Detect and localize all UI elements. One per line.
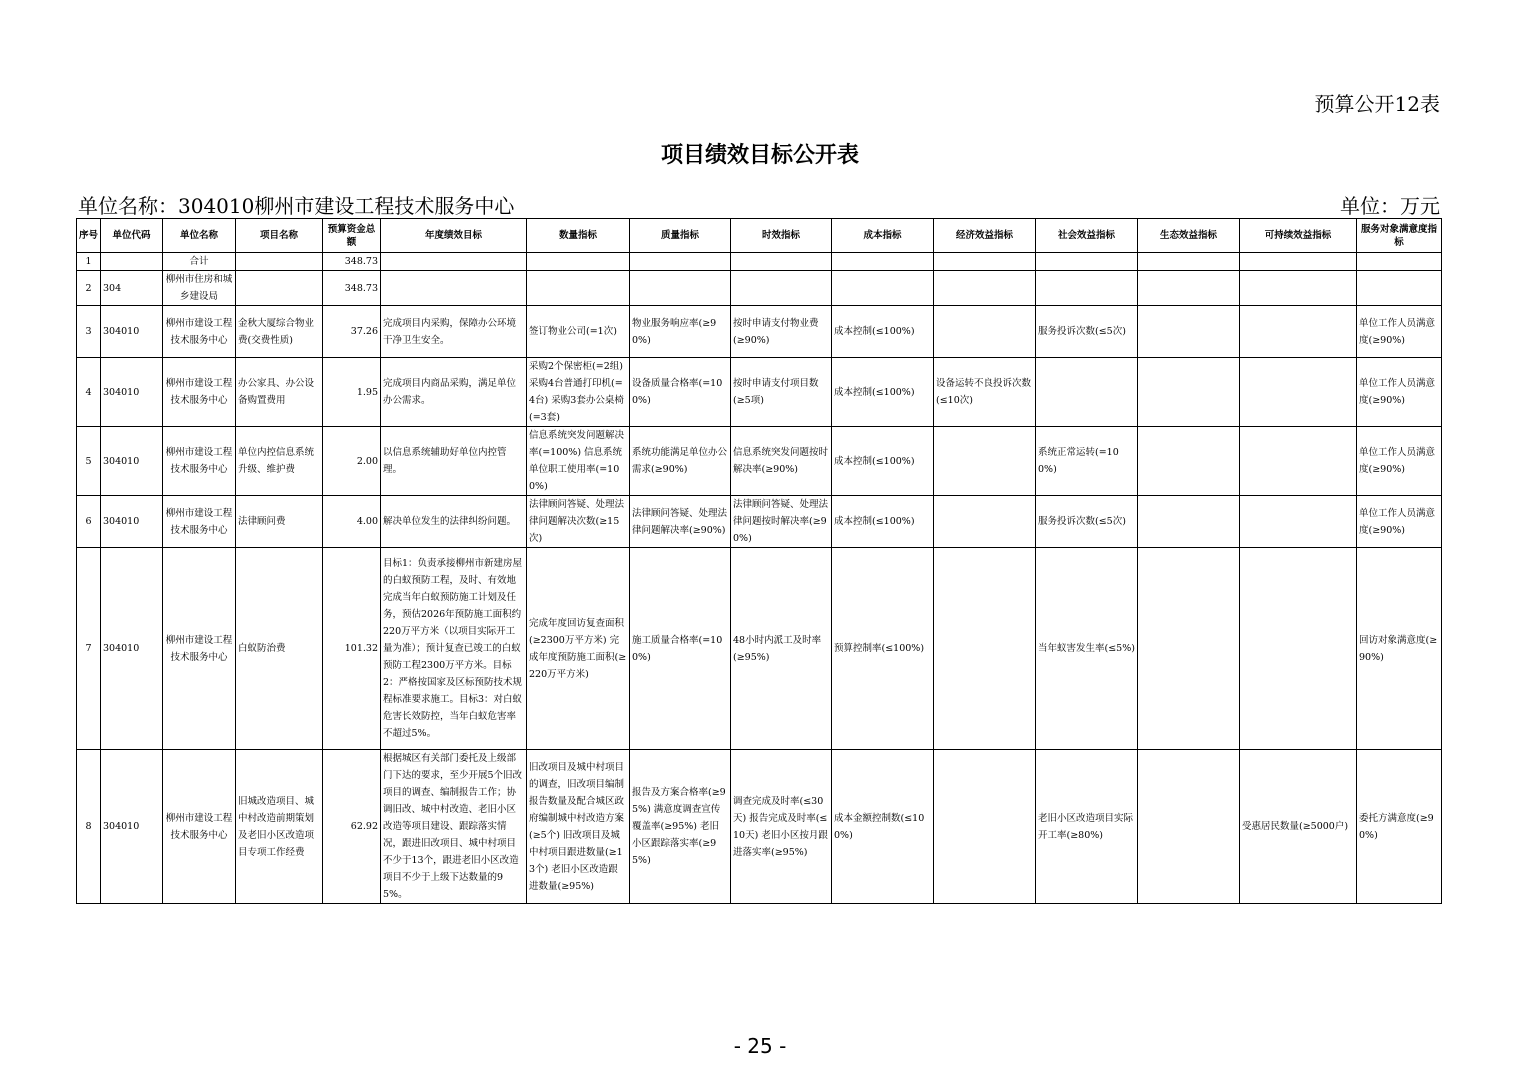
table-cell: 完成项目内采购，保障办公环境干净卫生安全。	[381, 306, 527, 358]
table-cell: 按时申请支付物业费(≥90%)	[731, 306, 832, 358]
table-cell	[101, 253, 163, 271]
table-row	[77, 548, 1442, 750]
table-cell: 柳州市建设工程技术服务中心	[163, 496, 236, 548]
table-cell: 旧改项目及城中村项目的调查，旧改项目编制报告数量及配合城区政府编制城中村改造方案(≥5个) 旧改项目及城中村项目跟进数量(≥13个) 老旧小区改造跟进数量(≥95%)	[527, 750, 630, 904]
table-cell	[934, 271, 1036, 306]
table-cell: 304010	[101, 306, 163, 358]
table-cell: 解决单位发生的法律纠纷问题。	[381, 496, 527, 548]
table-cell	[630, 271, 731, 306]
table-row	[77, 306, 1442, 358]
table-row	[77, 271, 1442, 306]
table-cell: 7	[77, 548, 101, 750]
table-cell: 信息系统突发问题解决率(=100%) 信息系统单位职工使用率(=100%)	[527, 427, 630, 496]
column-header: 单位名称	[163, 219, 236, 253]
column-header: 项目名称	[236, 219, 323, 253]
table-cell: 成本控制(≤100%)	[832, 496, 934, 548]
table-cell	[832, 271, 934, 306]
table-cell: 系统正常运转(=100%)	[1036, 427, 1138, 496]
column-header: 时效指标	[731, 219, 832, 253]
column-header: 生态效益指标	[1138, 219, 1240, 253]
table-cell	[630, 253, 731, 271]
table-cell: 施工质量合格率(=100%)	[630, 548, 731, 750]
table-cell: 物业服务响应率(≥90%)	[630, 306, 731, 358]
table-cell	[236, 253, 323, 271]
table-cell: 3	[77, 306, 101, 358]
table-cell: 8	[77, 750, 101, 904]
table-cell: 37.26	[323, 306, 381, 358]
table-header-row	[77, 219, 1442, 253]
column-header: 年度绩效目标	[381, 219, 527, 253]
table-cell	[934, 306, 1036, 358]
table-cell: 服务投诉次数(≤5次)	[1036, 306, 1138, 358]
table-cell: 2	[77, 271, 101, 306]
table-cell	[1357, 271, 1442, 306]
table-cell	[934, 750, 1036, 904]
table-cell: 2.00	[323, 427, 381, 496]
table-cell: 1	[77, 253, 101, 271]
table-cell: 老旧小区改造项目实际开工率(≥80%)	[1036, 750, 1138, 904]
table-cell: 成本金额控制数(≤100%)	[832, 750, 934, 904]
table-cell: 柳州市建设工程技术服务中心	[163, 306, 236, 358]
table-cell	[934, 548, 1036, 750]
table-cell	[1138, 271, 1240, 306]
table-cell	[1138, 750, 1240, 904]
table-cell: 法律顾问答疑、处理法律问题解决率(≥90%)	[630, 496, 731, 548]
table-cell	[1036, 358, 1138, 427]
unit-label: 单位：万元	[1340, 194, 1440, 218]
table-cell: 304010	[101, 496, 163, 548]
table-cell	[381, 271, 527, 306]
table-cell	[731, 271, 832, 306]
table-cell: 单位工作人员满意度(≥90%)	[1357, 358, 1442, 427]
table-cell: 采购2个保密柜(=2组) 采购4台普通打印机(=4台) 采购3套办公桌椅(=3套)	[527, 358, 630, 427]
table-cell	[1138, 253, 1240, 271]
table-cell: 304010	[101, 358, 163, 427]
unit-name: 单位名称：304010柳州市建设工程技术服务中心	[78, 194, 515, 218]
table-cell: 设备质量合格率(=100%)	[630, 358, 731, 427]
table-cell: 柳州市建设工程技术服务中心	[163, 358, 236, 427]
table-cell: 1.95	[323, 358, 381, 427]
column-header: 社会效益指标	[1036, 219, 1138, 253]
table-cell	[1357, 253, 1442, 271]
table-row	[77, 750, 1442, 904]
table-cell	[1036, 271, 1138, 306]
table-cell	[1240, 496, 1357, 548]
table-cell	[527, 271, 630, 306]
table-cell: 金秋大厦综合物业费(交费性质)	[236, 306, 323, 358]
table-cell	[1240, 306, 1357, 358]
table-cell	[934, 253, 1036, 271]
table-cell: 单位内控信息系统升级、维护费	[236, 427, 323, 496]
table-row	[77, 358, 1442, 427]
table-cell	[1138, 427, 1240, 496]
table-cell: 系统功能满足单位办公需求(≥90%)	[630, 427, 731, 496]
table-cell: 4.00	[323, 496, 381, 548]
table-cell: 回访对象满意度(≥90%)	[1357, 548, 1442, 750]
table-cell: 当年蚁害发生率(≤5%)	[1036, 548, 1138, 750]
table-cell: 委托方满意度(≥90%)	[1357, 750, 1442, 904]
table-cell: 48小时内派工及时率(≥95%)	[731, 548, 832, 750]
table-cell: 按时申请支付项目数(≥5项)	[731, 358, 832, 427]
table-cell: 成本控制(≤100%)	[832, 358, 934, 427]
table-cell: 法律顾问答疑、处理法律问题按时解决率(≥90%)	[731, 496, 832, 548]
table-cell: 设备运转不良投诉次数(≤10次)	[934, 358, 1036, 427]
table-cell	[934, 496, 1036, 548]
table-row	[77, 427, 1442, 496]
column-header: 单位代码	[101, 219, 163, 253]
table-cell: 调查完成及时率(≤30天) 报告完成及时率(≤10天) 老旧小区按月跟进落实率(≥95%)	[731, 750, 832, 904]
table-cell: 完成年度回访复查面积(≥2300万平方米) 完成年度预防施工面积(≥220万平方米)	[527, 548, 630, 750]
table-cell: 柳州市建设工程技术服务中心	[163, 750, 236, 904]
table-cell: 完成项目内商品采购，满足单位办公需求。	[381, 358, 527, 427]
table-cell: 旧城改造项目、城中村改造前期策划及老旧小区改造项目专项工作经费	[236, 750, 323, 904]
table-cell	[832, 253, 934, 271]
table-cell	[527, 253, 630, 271]
column-header: 可持续效益指标	[1240, 219, 1357, 253]
table-cell: 签订物业公司(=1次)	[527, 306, 630, 358]
table-cell: 304010	[101, 427, 163, 496]
table-cell: 受惠居民数量(≥5000户)	[1240, 750, 1357, 904]
table-cell: 柳州市住房和城乡建设局	[163, 271, 236, 306]
table-cell: 根据城区有关部门委托及上级部门下达的要求，至少开展5个旧改项目的调查、编制报告工作；协调旧改、城中村改造、老旧小区改造等项目建设、跟踪落实情况，跟进旧改项目、城中村项目不少于13个，跟进老旧小区改造项目不少于上级下达数量的95%。	[381, 750, 527, 904]
column-header: 序号	[77, 219, 101, 253]
table-cell	[1240, 253, 1357, 271]
table-cell: 服务投诉次数(≤5次)	[1036, 496, 1138, 548]
table-cell: 4	[77, 358, 101, 427]
table-cell: 柳州市建设工程技术服务中心	[163, 427, 236, 496]
table-cell: 6	[77, 496, 101, 548]
column-header: 经济效益指标	[934, 219, 1036, 253]
table-cell: 348.73	[323, 253, 381, 271]
table-cell	[1138, 496, 1240, 548]
unit-line	[78, 190, 1440, 216]
table-cell: 信息系统突发问题按时解决率(≥90%)	[731, 427, 832, 496]
table-cell: 预算控制率(≤100%)	[832, 548, 934, 750]
column-header: 数量指标	[527, 219, 630, 253]
table-cell: 办公家具、办公设备购置费用	[236, 358, 323, 427]
table-cell	[1138, 358, 1240, 427]
page-number: - 25 -	[733, 1034, 787, 1058]
table-cell: 348.73	[323, 271, 381, 306]
table-cell: 合计	[163, 253, 236, 271]
table-cell: 法律顾问费	[236, 496, 323, 548]
column-header: 预算资金总额	[323, 219, 381, 253]
table-cell	[1240, 271, 1357, 306]
column-header: 服务对象满意度指标	[1357, 219, 1442, 253]
table-cell: 白蚁防治费	[236, 548, 323, 750]
table-tag: 预算公开12表	[1314, 92, 1440, 116]
table-cell: 以信息系统辅助好单位内控管理。	[381, 427, 527, 496]
table-cell: 成本控制(≤100%)	[832, 427, 934, 496]
table-cell: 单位工作人员满意度(≥90%)	[1357, 306, 1442, 358]
table-cell: 101.32	[323, 548, 381, 750]
table-row	[77, 496, 1442, 548]
column-header: 成本指标	[832, 219, 934, 253]
table-cell	[1138, 548, 1240, 750]
table-cell	[1240, 427, 1357, 496]
table-cell: 报告及方案合格率(≥95%) 满意度调查宣传覆盖率(≥95%) 老旧小区跟踪落实率(≥95%)	[630, 750, 731, 904]
table-cell: 304	[101, 271, 163, 306]
table-cell	[934, 427, 1036, 496]
performance-table	[76, 218, 1442, 904]
table-cell: 单位工作人员满意度(≥90%)	[1357, 427, 1442, 496]
table-cell	[236, 271, 323, 306]
column-header: 质量指标	[630, 219, 731, 253]
table-cell: 目标1：负责承接柳州市新建房屋的白蚁预防工程，及时、有效地完成当年白蚁预防施工计划及任务，预估2026年预防施工面积约220万平方米（以项目实际开工量为准）；预计复查已竣工的白蚁预防工程2300万平方米。目标2：严格按国家及区标预防技术规程标准要求施工。目标3：对白蚁危害长效防控，当年白蚁危害率不超过5%。	[381, 548, 527, 750]
table-cell: 单位工作人员满意度(≥90%)	[1357, 496, 1442, 548]
table-cell: 304010	[101, 548, 163, 750]
table-cell: 法律顾问答疑、处理法律问题解决次数(≥15次)	[527, 496, 630, 548]
table-cell	[381, 253, 527, 271]
table-cell: 62.92	[323, 750, 381, 904]
table-cell: 柳州市建设工程技术服务中心	[163, 548, 236, 750]
page-title: 项目绩效目标公开表	[660, 143, 859, 168]
table-cell	[1036, 253, 1138, 271]
table-row	[77, 253, 1442, 271]
table-cell	[731, 253, 832, 271]
table-cell: 304010	[101, 750, 163, 904]
table-cell	[1240, 548, 1357, 750]
table-cell	[1138, 306, 1240, 358]
table-cell	[1240, 358, 1357, 427]
table-cell: 成本控制(≤100%)	[832, 306, 934, 358]
table-cell: 5	[77, 427, 101, 496]
